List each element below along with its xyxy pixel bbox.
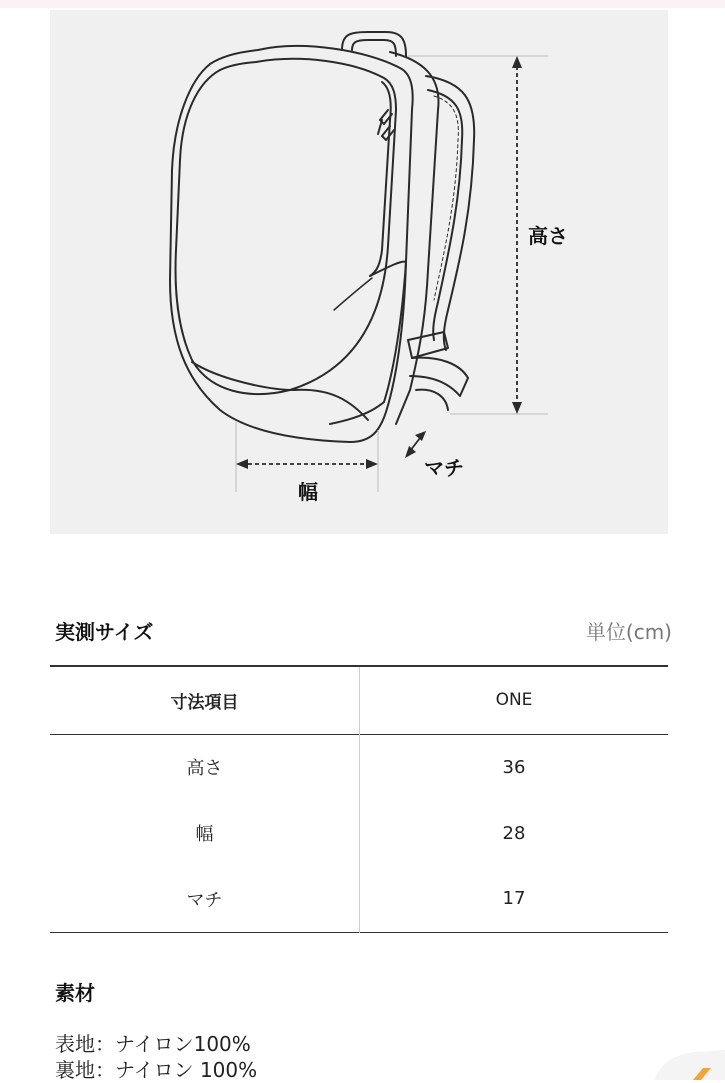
table-row: [50, 734, 668, 800]
backpack-diagram: [50, 10, 668, 534]
material-list: [55, 1031, 257, 1083]
height-dimension-label: 高さ: [528, 224, 568, 248]
header-size: ONE: [495, 690, 533, 711]
row-value: 36: [502, 756, 526, 778]
table-header-row: [50, 666, 668, 734]
top-tint: [0, 0, 725, 8]
size-section-title: 実測サイズ: [55, 620, 154, 644]
row-value: 28: [502, 822, 526, 844]
depth-dimension-label: マチ: [424, 456, 464, 480]
row-label: マチ: [50, 866, 360, 932]
material-line: 表地：ナイロン100%: [55, 1032, 251, 1056]
unit-label: 単位(cm): [585, 620, 672, 644]
material-section-title: 素材: [55, 981, 95, 1005]
backpack-illustration: [50, 10, 668, 534]
row-label: 幅: [50, 800, 360, 866]
row-label: 高さ: [50, 734, 360, 800]
table-row: [50, 800, 668, 866]
row-value: 17: [502, 888, 526, 910]
header-item: 寸法項目: [50, 666, 360, 734]
material-line: 裏地：ナイロン 100%: [55, 1058, 258, 1082]
floating-action-icon[interactable]: [635, 1040, 725, 1080]
size-table: [50, 665, 668, 933]
width-dimension-label: 幅: [298, 480, 318, 504]
table-row: [50, 866, 668, 932]
